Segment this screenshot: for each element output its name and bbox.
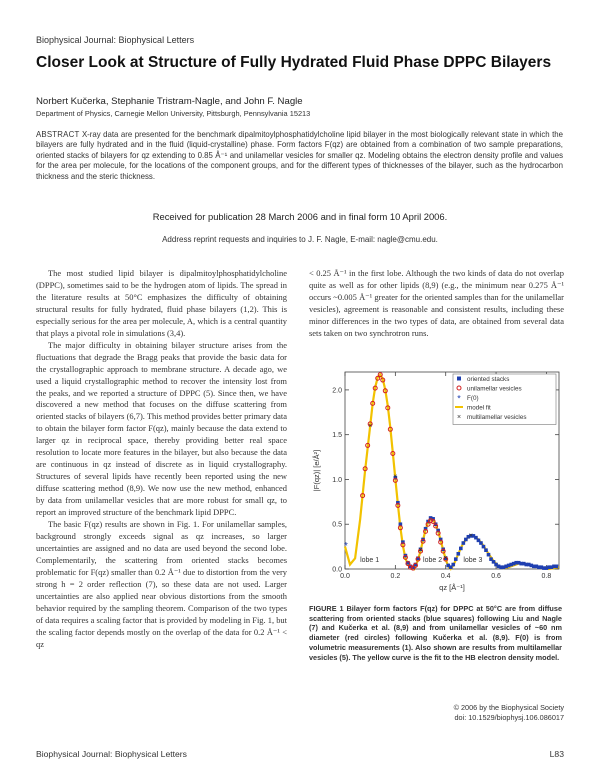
legend-label: F(0) bbox=[467, 395, 479, 402]
article-authors: Norbert Kučerka, Stephanie Tristram-Nagle, and John F. Nagle bbox=[36, 96, 303, 107]
oriented-stacks-point bbox=[462, 541, 466, 545]
oriented-stacks-point bbox=[484, 548, 488, 552]
oriented-stacks-point bbox=[456, 552, 460, 556]
body-paragraph: The major difficulty in obtaining bilayer structure arises from the fluctuations that degrade the Bragg peaks that provide the basic data for the crystallographic approach to membrane structure. A decade ago, we used a liquid crystallographic method to recover the intensity lost from the peaks, and we reported a structure of DPPC (5). Since then, we have discovered a new method that focuses on the diffuse scattering from oriented stacks of bilayers (6,7). This method provides better primary data to obtain the bilayer form factor F(qz), mainly because the data extend to larger qz in reciprocal space, thereby providing better real space resolution to locate more features in the bilayer, but also because the data are continuous in qz instead of discrete as in liquid crystallography. Structures of several lipids have recently been reported using the new diffuse scattering method (8,9). We now use the new method, enhanced by data from unilamellar vesicles that are more robust for small qz, to report an improved structure of the benchmark lipid DPPC. bbox=[36, 339, 287, 518]
x-axis-label: qz [Å⁻¹] bbox=[439, 583, 465, 592]
page-number: L83 bbox=[549, 749, 564, 759]
x-tick-label: 0.6 bbox=[491, 573, 501, 580]
copyright-block bbox=[309, 703, 564, 723]
lobe-label: lobe 3 bbox=[463, 556, 483, 564]
legend-label: multilamellar vesicles bbox=[467, 414, 527, 421]
f0-point: * bbox=[344, 540, 348, 552]
abstract-label: ABSTRACT bbox=[36, 130, 80, 139]
abstract-text: X-ray data are presented for the benchmark dipalmitoylphosphatidylcholine lipid bilayer in the most biologically relevant state in which the bilayers are fully hydrated and in the fluid (liquid-crystalline) phase. Form factors F(qz) are obtained from a combination of two sample preparations, oriented stacks of bilayers for qz extending to 0.85 Å⁻¹ and unilamellar vesicles for smaller qz. Modeling obtains the electron density profile and values for the area per molecule, for the locations of the component groups, and for the different types of thicknesses of the bilayer, such as the hydrocarbon thickness and the steric thickness. bbox=[36, 130, 563, 181]
doi-line: doi: 10.1529/biophysj.106.086017 bbox=[454, 712, 564, 722]
legend-label: oriented stacks bbox=[467, 376, 510, 383]
multilamellar-vesicles-point: × bbox=[393, 473, 398, 481]
x-tick-label: 0.0 bbox=[340, 573, 350, 580]
y-tick-label: 0.5 bbox=[332, 521, 342, 529]
legend-marker-oriented bbox=[457, 377, 461, 381]
figure-caption: FIGURE 1 Bilayer form factors F(qz) for DPPC at 50°C are from diffuse scattering from oriented stacks (blue squares) following Liu and Nagle (7) and Kučerka et al. (8,9) and from unilamellar vesicles of ~60 nm diameter (red circles) following Kučerka et al. (8,9). F(0) is from volumetric measurements (1). Also shown are results from multilamellar vesicles (5). The yellow curve is the fit to the HB electron density model. bbox=[309, 604, 562, 662]
abstract bbox=[36, 130, 563, 182]
lobe-label: lobe 2 bbox=[423, 556, 443, 564]
oriented-stacks-point bbox=[459, 547, 463, 551]
copyright-line: © 2006 by the Biophysical Society bbox=[453, 703, 564, 712]
oriented-stacks-point bbox=[487, 553, 491, 557]
legend-marker-f0: * bbox=[457, 393, 461, 404]
figure-1 bbox=[309, 364, 567, 600]
multilamellar-vesicles-point: × bbox=[418, 546, 423, 554]
oriented-stacks-point bbox=[482, 545, 486, 549]
multilamellar-vesicles-point: × bbox=[443, 554, 448, 562]
multilamellar-vesicles-point: × bbox=[468, 532, 473, 540]
x-tick-label: 0.4 bbox=[440, 573, 451, 580]
y-axis-label: |F(qz)| [e/Å²] bbox=[312, 449, 321, 492]
journal-footer: Biophysical Journal: Biophysical Letters bbox=[36, 749, 187, 759]
body-left-column bbox=[36, 268, 287, 651]
legend-label: model fit bbox=[467, 404, 491, 412]
reprint-line: Address reprint requests and inquiries to J. F. Nagle, E-mail: nagle@cmu.edu. bbox=[162, 235, 438, 244]
oriented-stacks-point bbox=[479, 541, 483, 545]
x-tick-label: 0.8 bbox=[541, 573, 552, 580]
received-line: Received for publication 28 March 2006 and in final form 10 April 2006. bbox=[152, 211, 448, 222]
y-tick-label: 1.5 bbox=[332, 432, 342, 440]
oriented-stacks-point bbox=[555, 565, 559, 569]
journal-header: Biophysical Journal: Biophysical Letters bbox=[36, 35, 195, 45]
form-factor-chart bbox=[309, 364, 567, 600]
legend-marker-multilamellar: × bbox=[456, 414, 462, 421]
multilamellar-vesicles-point: × bbox=[368, 423, 373, 431]
body-paragraph: The most studied lipid bilayer is dipalmitoylphosphatidylcholine (DPPC), sometimes said to be the hydrogen atom of lipids. The spread in the literature results at 50°C emphasizes the difficulty of obtaining structural results for fully hydrated, fluid phase bilayers (1,2). This is especially serious for the area per molecule, A, which is a central quantity that plays a pivotal role in simulations (3,4). bbox=[36, 268, 287, 338]
oriented-stacks-point bbox=[454, 557, 458, 561]
article-title: Closer Look at Structure of Fully Hydrated Fluid Phase DPPC Bilayers bbox=[36, 54, 552, 71]
body-right-column bbox=[309, 268, 564, 340]
oriented-stacks-point bbox=[451, 563, 455, 567]
y-tick-label: 2.0 bbox=[332, 387, 342, 395]
body-paragraph: < 0.25 Å⁻¹ in the first lobe. Although the two kinds of data do not overlap quite as well as for other lipids (8,9) (e.g., the minimum near 0.275 Å⁻¹ occurs ~0.005 Å⁻¹ greater for the oriented samples than for the unilamellar vesicles), agreement is reasonable and consistent results, including these minor differences in the two types of data, are obtained from several data sets taken on two synchrotron runs. bbox=[309, 268, 564, 338]
affiliation: Department of Physics, Carnegie Mellon University, Pittsburgh, Pennsylvania 15213 bbox=[36, 109, 311, 118]
body-paragraph: The basic F(qz) results are shown in Fig. 1. For unilamellar samples, background strongly exceeds signal as qz increases, so larger uncertainties are assigned and no data are used beyond the second lobe. Complementarily, the scattering from oriented stacks becomes problematic for F(qz) smaller than 0.2 Å⁻¹ due to distortion from the very strong h = 2 order reflection (7), so these data are not used. Larger uncertainties are also applied near obvious distortions from the smooth behavior required by the sampling theorem. Comparison of the two types of data requires a scaling factor that is provided by modeling in Fig. 1, but the scaling factor depends mostly on the overlap of the data for 0.2 Å⁻¹ < qz bbox=[36, 519, 287, 649]
legend-label: unilamellar vesicles bbox=[467, 385, 522, 393]
lobe-label: lobe 1 bbox=[360, 556, 380, 564]
x-tick-label: 0.2 bbox=[390, 573, 401, 580]
y-tick-label: 0.0 bbox=[332, 566, 342, 574]
y-tick-label: 1.0 bbox=[332, 476, 342, 484]
